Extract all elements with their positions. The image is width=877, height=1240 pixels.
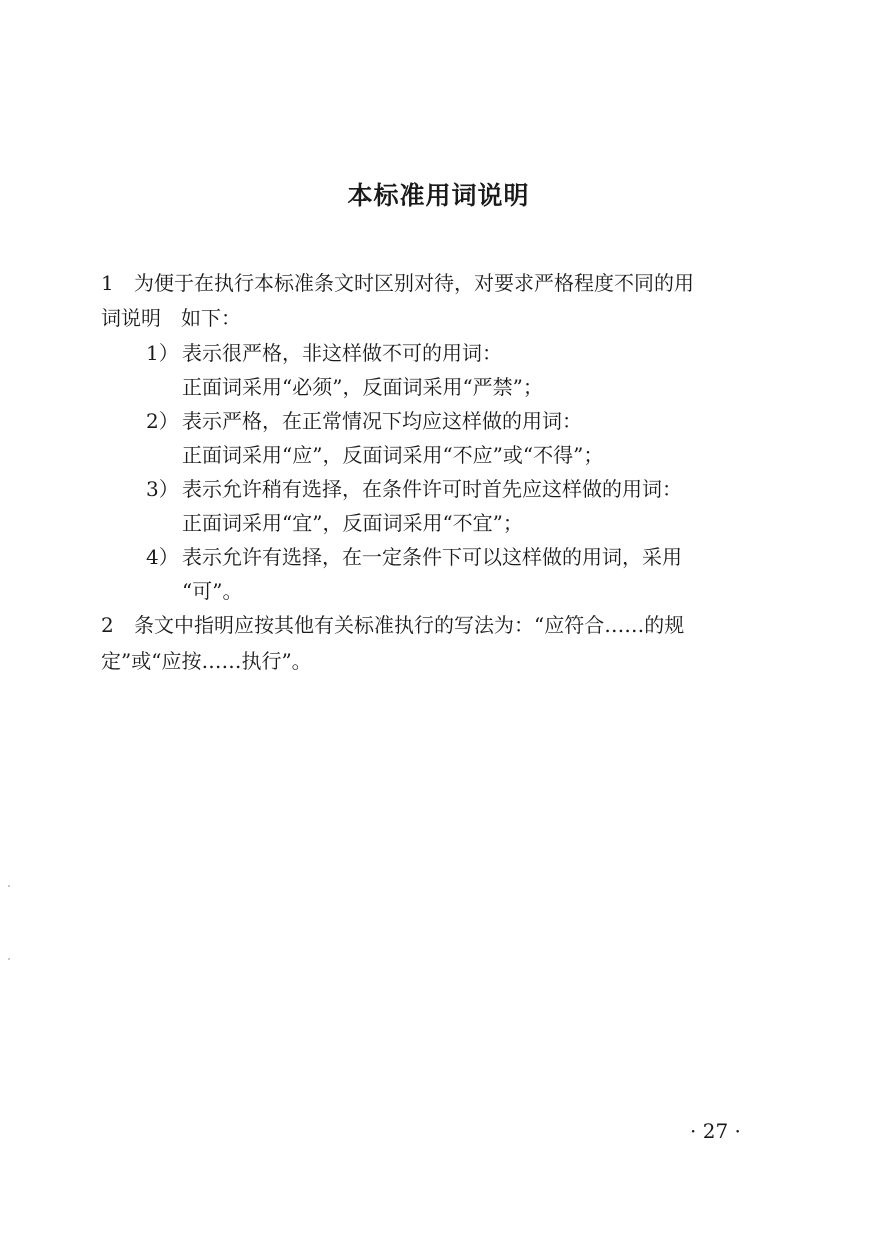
scan-speck: [8, 958, 10, 960]
item-2-number: 2: [101, 613, 114, 637]
subitem-2-detail-text: 正面词采用“应”，反面词采用“不应”或“不得”；: [182, 443, 604, 467]
item-1-text-line-1: 为便于在执行本标准条文时区别对待，对要求严格程度不同的用: [134, 271, 694, 295]
subitem-4-detail: [182, 574, 242, 608]
item-1-number: 1: [101, 271, 114, 295]
subitem-3-label: 3）: [146, 477, 179, 501]
subitem-4-detail-text: “可”。: [182, 579, 243, 603]
subitem-2-text: 表示严格，在正常情况下均应这样做的用词：: [182, 409, 582, 433]
item-2-line-2: [101, 644, 312, 678]
scan-speck: [8, 885, 10, 887]
subitem-3-text: 表示允许稍有选择，在条件许可时首先应这样做的用词：: [182, 477, 682, 501]
page-title: 本标准用词说明: [347, 181, 530, 210]
subitem-2: [146, 404, 582, 438]
subitem-2-label: 2）: [146, 409, 179, 433]
subitem-1-label: 1）: [146, 341, 179, 365]
item-2-text-line-1: 条文中指明应按其他有关标准执行的写法为：“应符合……的规: [134, 613, 685, 637]
subitem-1-detail-text: 正面词采用“必须”，反面词采用“严禁”；: [182, 375, 543, 399]
subitem-3-detail-text: 正面词采用“宜”，反面词采用“不宜”；: [182, 511, 523, 535]
subitem-4: [146, 540, 682, 574]
subitem-3: [146, 472, 682, 506]
item-1-line-1: [101, 266, 694, 300]
item-2-text-line-2: 定”或“应按……执行”。: [101, 649, 312, 673]
subitem-4-text: 表示允许有选择，在一定条件下可以这样做的用词，采用: [182, 545, 682, 569]
subitem-1-text: 表示很严格，非这样做不可的用词：: [182, 341, 502, 365]
subitem-3-detail: [182, 506, 523, 540]
subitem-4-label: 4）: [146, 545, 179, 569]
item-1-line-2: [101, 301, 241, 335]
subitem-1: [146, 336, 502, 370]
item-2-line-1: [101, 608, 684, 642]
subitem-1-detail: [182, 370, 543, 404]
item-1-text-line-2: 词说明 如下：: [101, 306, 241, 330]
subitem-2-detail: [182, 438, 603, 472]
page-number: · 27 ·: [690, 1119, 741, 1143]
